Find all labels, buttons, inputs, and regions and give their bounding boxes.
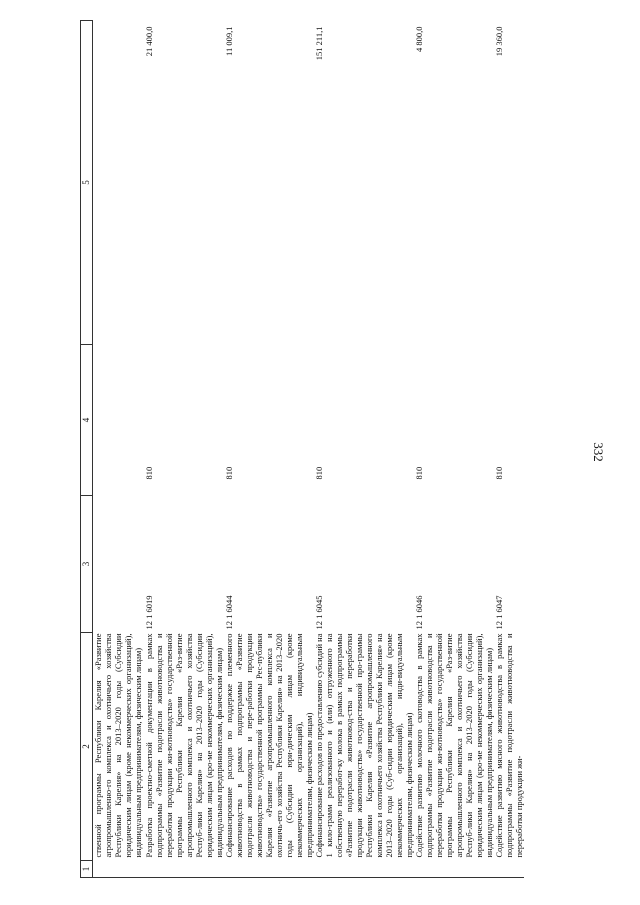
row-code: 12 1 6046 <box>413 595 424 630</box>
row-col4: 810 <box>413 466 424 480</box>
table-header-row <box>81 21 93 878</box>
row-amount: 21 400,0 <box>143 26 154 57</box>
table-row <box>144 21 224 878</box>
row-col4: 810 <box>143 466 154 480</box>
row-number-cell <box>494 861 524 878</box>
row-col4: 810 <box>493 466 504 480</box>
header-cell: 3 <box>81 496 93 633</box>
header-cell: 5 <box>81 21 93 345</box>
row-code: 12 1 6045 <box>313 595 324 630</box>
row-code: 12 1 6044 <box>223 595 234 630</box>
row-col4: 810 <box>313 466 324 480</box>
row-description: Содействие развитию молочного скотоводства в рамках подпрограммы «Развитие подотрасли животноводства и переработки продукции жи-вотноводства» государственной программы Республики Карелия «Раз-витие агропромышленного комплекса и охотничьего хозяйства Респуб-лики Карелия» на 2013–2020 годы (Субсидии юридическим лицам (кро-ме некоммерческих организаций), индивидуальным предпринимателям, физическим лицам) <box>413 633 494 858</box>
row-code: 12 1 6019 <box>143 595 154 630</box>
row-amount: 4 800,0 <box>413 26 424 52</box>
row-description: ственной программы Республики Карелия «Развитие агропромышленно-го комплекса и охотничьего хозяйства Республики Карелия» на 2013–2020 годы (Субсидии юридическим лицам (кроме некоммерческих организаций), индивидуальным предпринимателям, физическим лицам) <box>93 633 143 858</box>
header-cell: 1 <box>81 861 93 878</box>
row-number-cell <box>314 861 414 878</box>
row-description: Разработка проектно-сметной документации в рамках подпрограммы «Развитие подотрасли животноводства и переработки продукции жи-вотноводства» государственной программы Республики Карелия «Раз-витие агропромышленного комплекса и охотничьего хозяйства Респуб-лики Карелия» на 2013–2020 годы (Субсидии юридическим лицам (кро-ме некоммерческих организаций), индивидуальным предпринимателям, физическим лицам) <box>143 633 224 858</box>
row-code <box>93 496 144 633</box>
row-number-cell <box>93 861 144 878</box>
page-number: 332 <box>591 442 606 462</box>
header-cell: 4 <box>81 345 93 496</box>
row-amount: 11 009,1 <box>223 26 234 56</box>
table-row <box>93 21 144 878</box>
row-code: 12 1 6047 <box>493 595 504 630</box>
budget-table-page <box>80 21 617 878</box>
budget-table <box>80 20 524 878</box>
row-col4: 810 <box>223 466 234 480</box>
row-col4 <box>93 345 144 496</box>
row-amount <box>93 21 144 345</box>
row-amount: 151 211,1 <box>313 26 324 61</box>
row-number-cell <box>414 861 494 878</box>
row-number-cell <box>224 861 314 878</box>
header-cell: 2 <box>81 633 93 861</box>
row-number-cell <box>144 861 224 878</box>
table-row <box>314 21 414 878</box>
table-row <box>414 21 494 878</box>
table-row <box>224 21 314 878</box>
table-row <box>494 21 524 878</box>
row-description: Содействие развитию мясного животноводства в рамках подпрограммы «Развитие подотрасли животноводства и переработки продукции жи- <box>493 633 524 858</box>
row-amount: 19 360,0 <box>493 26 504 57</box>
row-description: Софинансирование расходов по предоставлению субсидий на 1 кило-грамм реализованного и (или) отгруженного на собственную переработ-ку молока в рамках подпрограммы «Развитие подотрасли животновод-ства и переработки продукции животноводства» государственной про-граммы Республики Карелия «Развитие агропромышленного комплекса и охотничьего хозяйства Республики Карелия» на 2013–2020 годы (Суб-сидии юридическим лицам (кроме некоммерческих организаций), инди-видуальным предпринимателям, физическим лицам) <box>313 633 414 858</box>
row-description: Софинансирование расходов по поддержке племенного животноводства в рамках подпрограммы «Развитие подотрасли животноводства и пере-работки продукции животноводства» государственной программы Рес-публики Карелия «Развитие агропромышленного комплекса и охотничь-его хозяйства Республики Карелия» на 2013–2020 годы (Субсидии юри-дическим лицам (кроме некоммерческих организаций), индивидуальным предпринимателям, физическим лицам) <box>223 633 314 858</box>
